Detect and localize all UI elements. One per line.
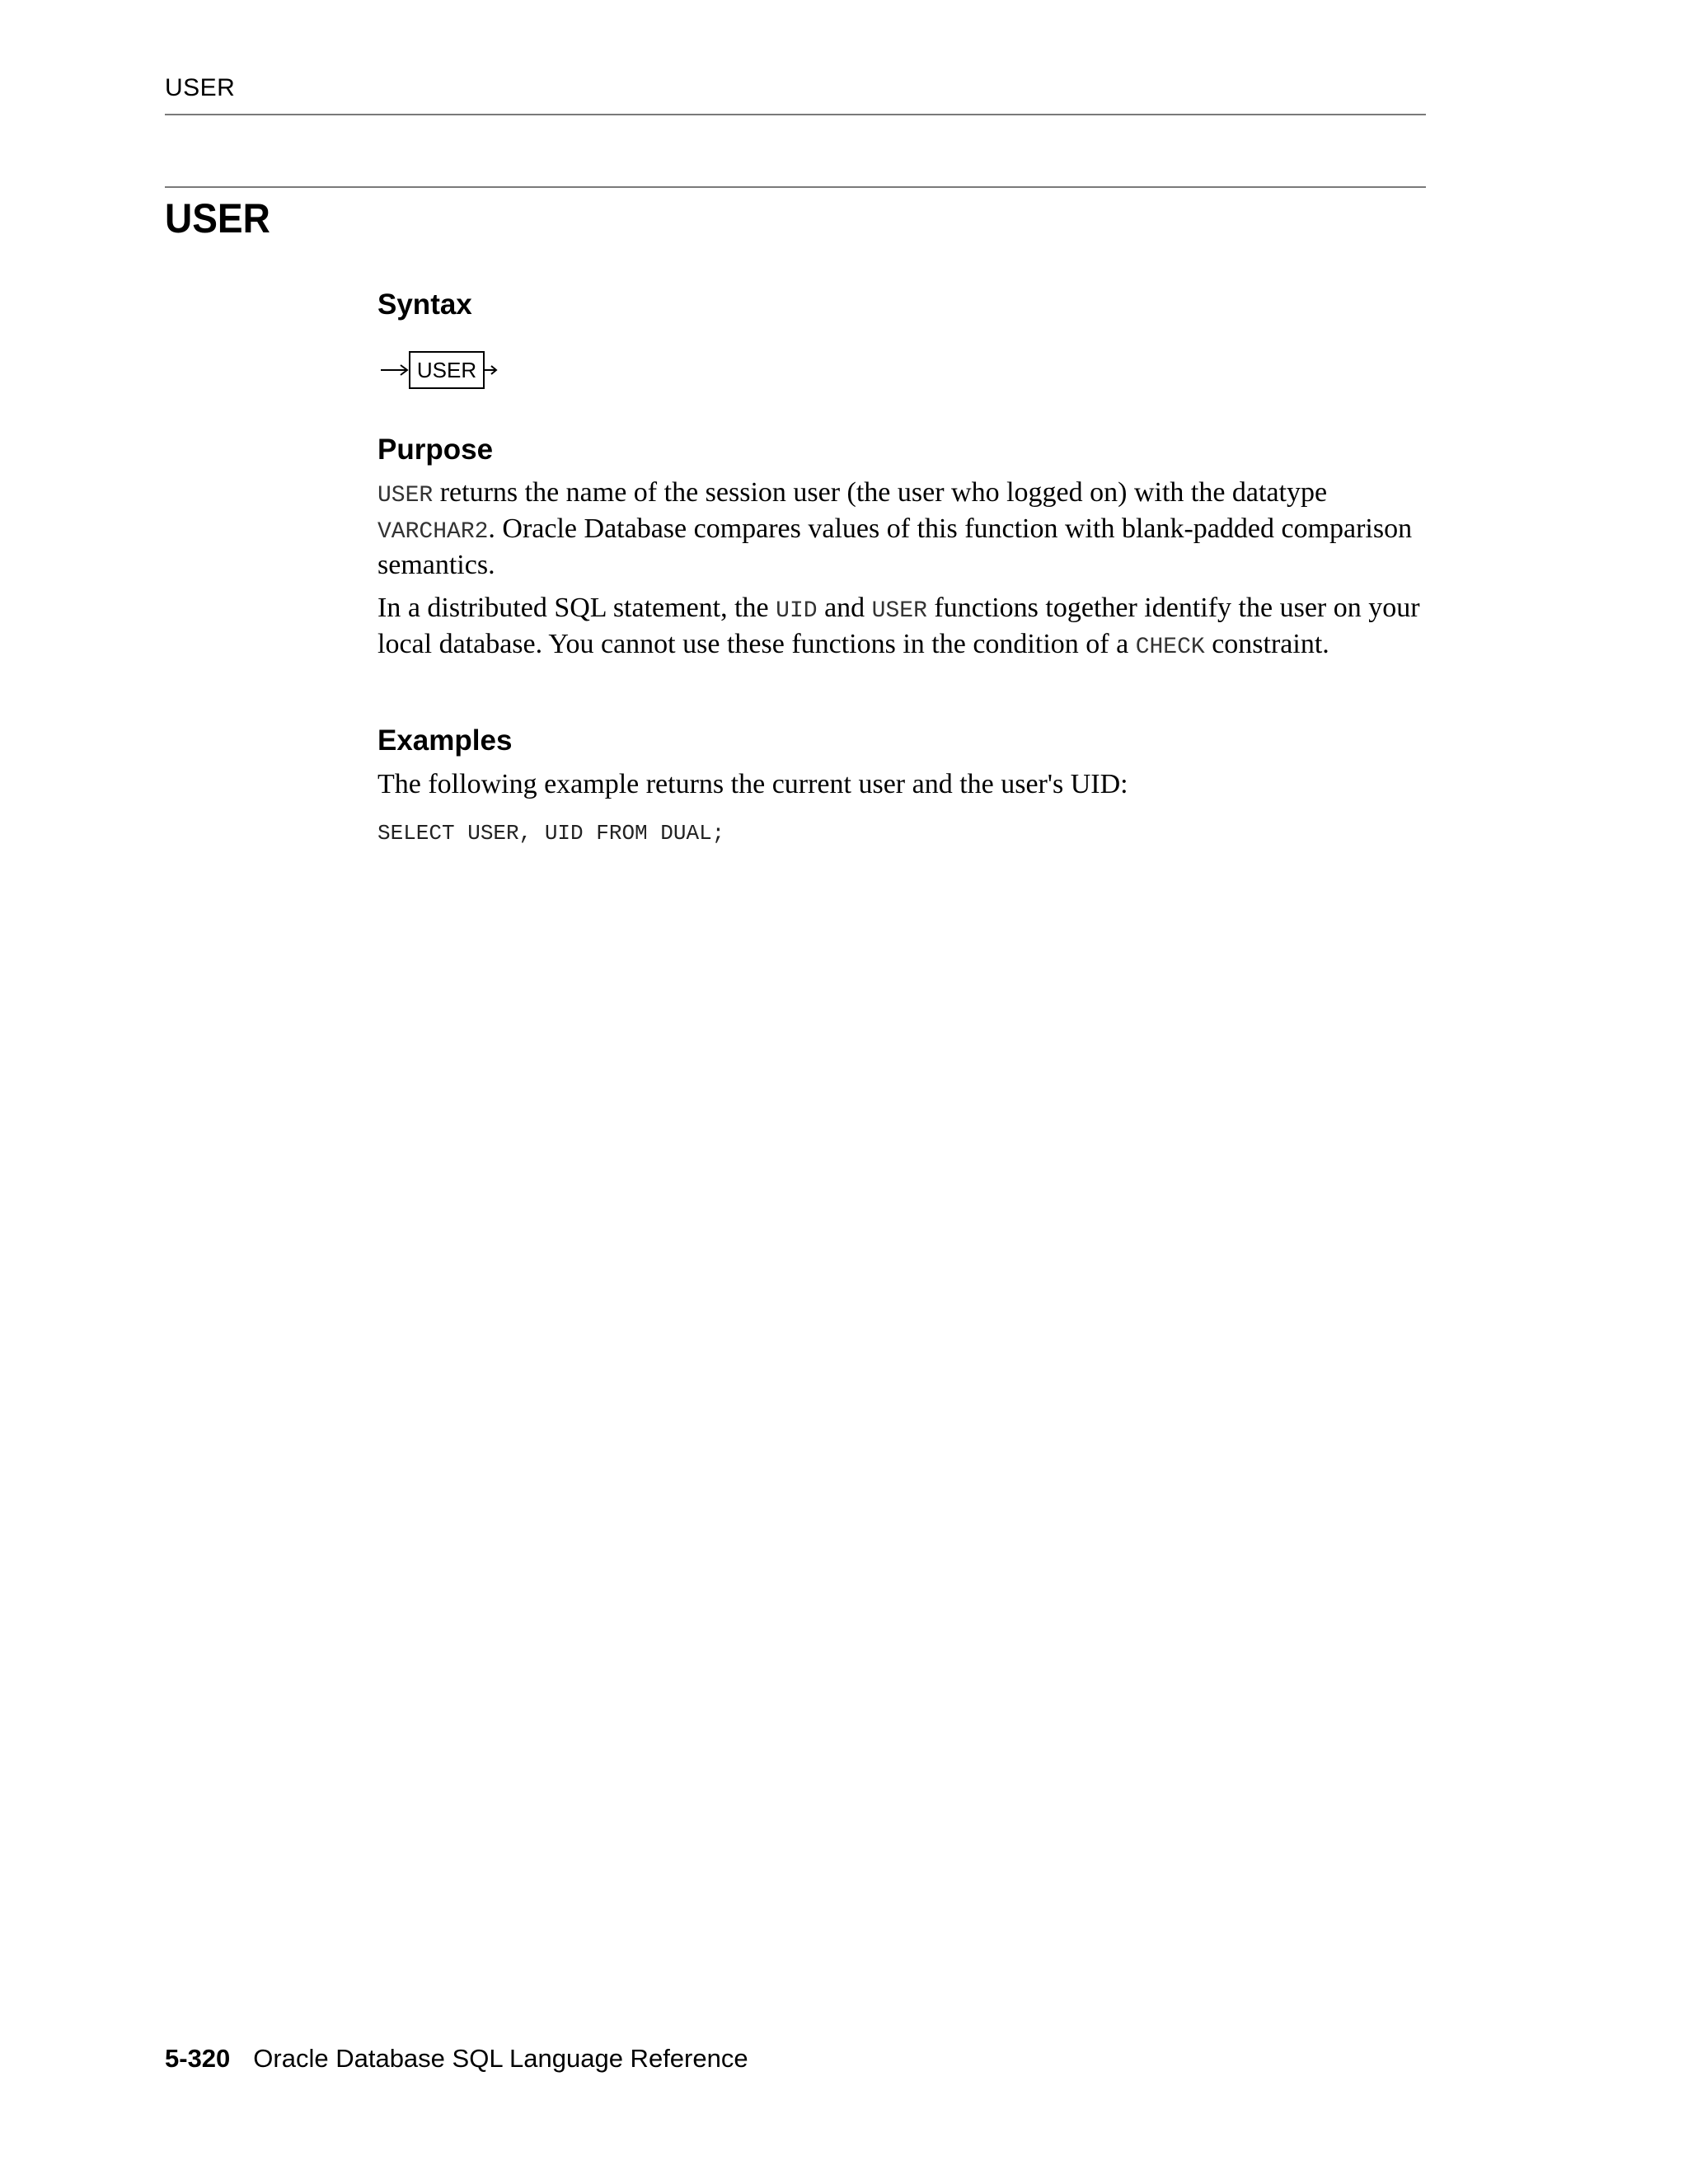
page-title: USER [165,195,270,241]
purpose-paragraph-2 [377,592,1426,664]
page-footer [165,2044,748,2074]
text-run: returns the name of the session user (the user who logged on) with the datatype [433,477,1328,508]
code-example: SELECT USER, UID FROM DUAL; [377,821,725,846]
text-run: and [817,593,872,623]
inline-code: UID [776,598,818,624]
purpose-heading: Purpose [377,434,494,466]
examples-paragraph: The following example returns the current user and the user's UID: [377,769,1128,799]
inline-code: CHECK [1135,635,1205,660]
syntax-keyword-box: USER [409,351,485,389]
examples-heading: Examples [377,724,513,757]
purpose-paragraph-1 [377,476,1426,582]
inline-code: USER [377,483,434,509]
book-title: Oracle Database SQL Language Reference [253,2044,748,2073]
title-divider [165,186,1426,188]
inline-code: VARCHAR2 [377,519,489,545]
text-run: constraint. [1204,629,1329,659]
header-divider [165,114,1426,115]
page-number: 5-320 [165,2044,231,2073]
syntax-heading: Syntax [377,288,472,321]
running-header: USER [165,74,236,101]
text-run: . Oracle Database compares values of this function with blank-padded comparison semantics. [377,513,1413,580]
text-run: In a distributed SQL statement, the [377,593,776,623]
inline-code: USER [871,598,927,624]
syntax-diagram [379,351,511,392]
text-run: functions together identify the user on your local database. You cannot use these functions in the condition of a [377,593,1420,659]
